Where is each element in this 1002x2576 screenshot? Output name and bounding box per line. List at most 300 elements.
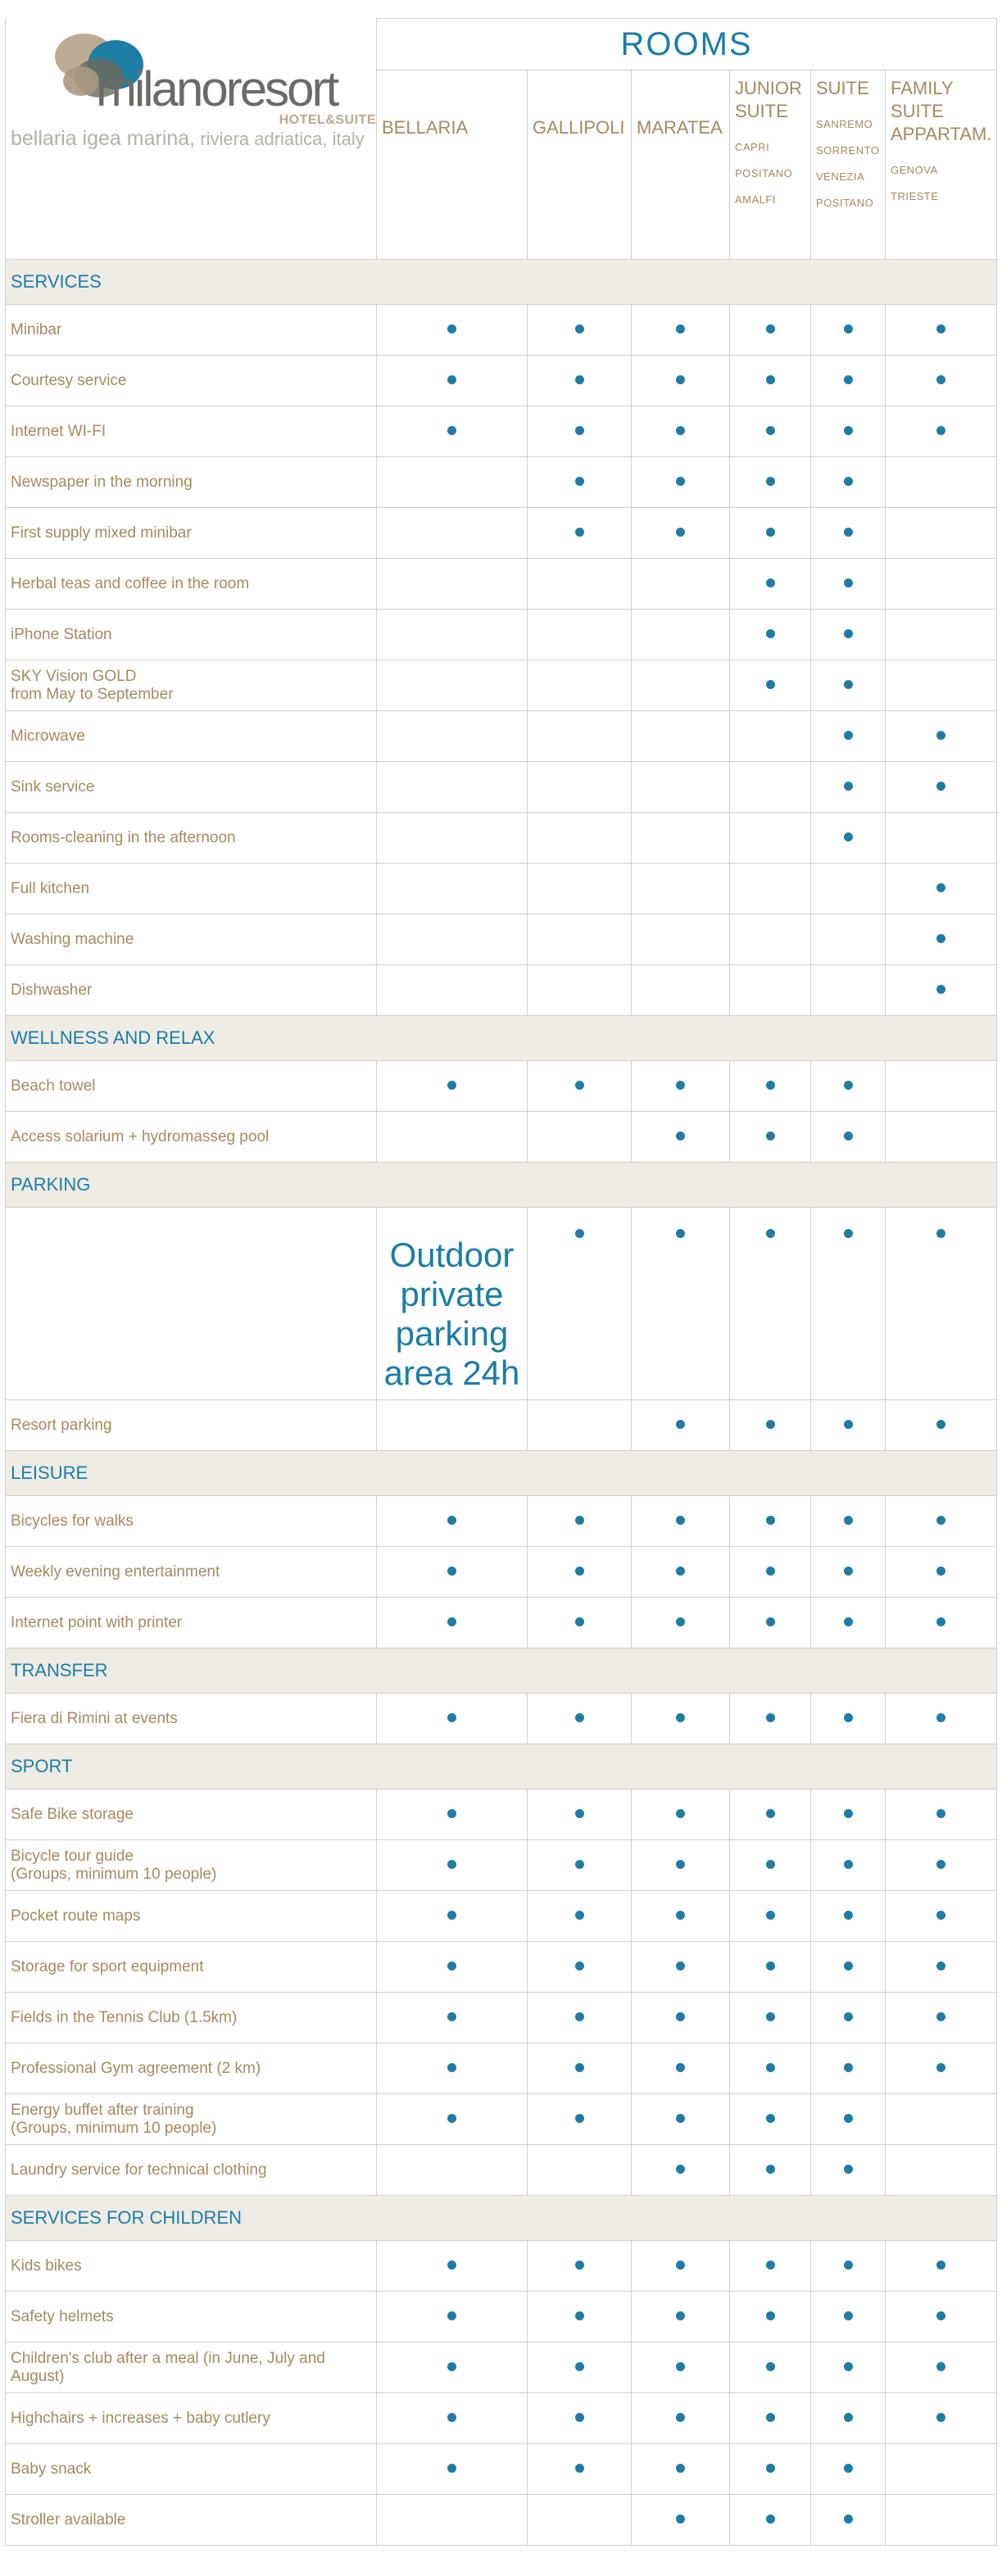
available-dot-icon [676,1229,685,1238]
feature-row [6,813,997,864]
availability-cell [377,914,528,965]
availability-cell [886,2342,997,2393]
availability-cell [632,1547,730,1598]
availability-cell [377,965,528,1016]
availability-cell [811,762,886,813]
availability-cell [632,2094,730,2145]
available-dot-icon [575,2413,584,2422]
availability-cell [811,1061,886,1112]
availability-cell [377,2292,528,2342]
availability-cell [730,457,811,508]
availability-cell [811,356,886,406]
availability-cell [377,1891,528,1942]
feature-row [6,1789,997,1840]
available-dot-icon [766,426,775,435]
feature-row [6,1496,997,1547]
availability-cell [632,914,730,965]
section-header [6,2196,997,2241]
feature-label: Washing machine [6,914,377,965]
available-dot-icon [844,2311,853,2320]
availability-cell [528,762,632,813]
availability-cell [811,1993,886,2043]
availability-cell [632,864,730,914]
availability-cell [632,660,730,711]
available-dot-icon [575,2464,584,2473]
outdoor-parking-note [377,1208,528,1400]
room-name: GALLIPOLI [533,117,625,138]
availability-cell [886,305,997,356]
feature-row [6,1061,997,1112]
available-dot-icon [575,324,584,333]
subroom-list [735,134,805,213]
available-dot-icon [676,2114,685,2123]
feature-label: Dishwasher [6,965,377,1016]
availability-cell [886,864,997,914]
available-dot-icon [766,2362,775,2371]
available-dot-icon [766,2063,775,2072]
available-dot-icon [766,1961,775,1971]
available-dot-icon [766,2311,775,2320]
feature-label: Energy buffet after training (Groups, minimum 10 people) [6,2094,377,2145]
feature-label: Storage for sport equipment [6,1942,377,1993]
available-dot-icon [676,528,685,537]
available-dot-icon [936,883,945,892]
available-dot-icon [766,1132,775,1141]
available-dot-icon [936,1809,945,1818]
feature-row [6,1840,997,1891]
room-column-junior [730,70,811,260]
availability-cell [811,813,886,864]
available-dot-icon [676,375,685,384]
available-dot-icon [936,1617,945,1626]
available-dot-icon [936,2012,945,2021]
availability-cell [528,1208,632,1400]
available-dot-icon [676,1132,685,1141]
availability-cell [886,2145,997,2196]
availability-cell [811,864,886,914]
available-dot-icon [766,1567,775,1576]
availability-cell [886,2241,997,2292]
section-header [6,1016,997,1061]
available-dot-icon [447,375,456,384]
availability-cell [886,406,997,457]
available-dot-icon [844,2114,853,2123]
feature-row [6,914,997,965]
available-dot-icon [676,2261,685,2270]
feature-row [6,1208,997,1400]
available-dot-icon [676,477,685,486]
availability-cell [886,1208,997,1400]
available-dot-icon [936,2311,945,2320]
section-title: PARKING [6,1163,997,1208]
available-dot-icon [447,2114,456,2123]
availability-cell [632,1942,730,1993]
section-title: LEISURE [6,1451,997,1496]
available-dot-icon [676,2362,685,2371]
availability-cell [632,2241,730,2292]
availability-cell [886,1993,997,2043]
availability-cell [811,2241,886,2292]
availability-cell [528,356,632,406]
subroom-name: SANREMO [816,118,873,130]
availability-cell [632,1400,730,1451]
available-dot-icon [936,1420,945,1429]
available-dot-icon [766,2413,775,2422]
availability-cell [886,2495,997,2546]
availability-cell [632,1789,730,1840]
availability-cell [730,965,811,1016]
room-name: MARATEA [637,117,723,138]
feature-row [6,559,997,610]
availability-cell [377,356,528,406]
availability-cell [632,813,730,864]
feature-label: Microwave [6,711,377,762]
available-dot-icon [447,1809,456,1818]
available-dot-icon [766,1809,775,1818]
availability-cell [730,1694,811,1744]
available-dot-icon [447,1516,456,1525]
tagline [11,127,365,151]
availability-cell [377,711,528,762]
available-dot-icon [575,1809,584,1818]
availability-cell [528,2094,632,2145]
available-dot-icon [447,1860,456,1869]
availability-cell [730,1061,811,1112]
availability-cell [730,508,811,559]
room-column-bellaria [377,70,528,260]
available-dot-icon [844,2413,853,2422]
available-dot-icon [447,426,456,435]
availability-cell [377,813,528,864]
availability-cell [811,2145,886,2196]
availability-cell [886,1496,997,1547]
room-column-family [886,70,997,260]
feature-row [6,305,997,356]
brand-sub: HOTEL&SUITE [279,113,376,127]
available-dot-icon [936,782,945,791]
available-dot-icon [766,375,775,384]
feature-row [6,2495,997,2546]
available-dot-icon [766,1713,775,1722]
availability-cell [811,711,886,762]
available-dot-icon [936,1961,945,1971]
available-dot-icon [844,2362,853,2371]
availability-cell [377,2393,528,2444]
availability-cell [377,1942,528,1993]
availability-cell [886,914,997,965]
availability-cell [730,2444,811,2495]
subroom-name: SORRENTO [816,144,880,156]
availability-cell [632,2444,730,2495]
feature-label [6,1208,377,1400]
availability-cell [730,305,811,356]
section-title: SERVICES FOR CHILDREN [6,2196,997,2241]
availability-cell [377,559,528,610]
available-dot-icon [575,477,584,486]
available-dot-icon [936,1860,945,1869]
feature-label: Kids bikes [6,2241,377,2292]
available-dot-icon [676,1860,685,1869]
available-dot-icon [447,2261,456,2270]
availability-cell [632,1840,730,1891]
availability-cell [632,356,730,406]
availability-cell [811,2393,886,2444]
availability-cell [528,1547,632,1598]
available-dot-icon [575,1713,584,1722]
availability-cell [377,1547,528,1598]
feature-label: Bicycles for walks [6,1496,377,1547]
availability-cell [886,813,997,864]
available-dot-icon [575,1516,584,1525]
feature-label: Beach towel [6,1061,377,1112]
feature-label: Stroller available [6,2495,377,2546]
available-dot-icon [844,1420,853,1429]
available-dot-icon [936,1567,945,1576]
availability-cell [730,2393,811,2444]
feature-row [6,2393,997,2444]
available-dot-icon [766,1229,775,1238]
available-dot-icon [676,2063,685,2072]
subroom-name: VENEZIA [816,170,865,183]
available-dot-icon [447,2012,456,2021]
availability-cell [632,305,730,356]
available-dot-icon [447,324,456,333]
availability-cell [811,1942,886,1993]
feature-row [6,711,997,762]
availability-cell [377,1496,528,1547]
availability-cell [811,914,886,965]
available-dot-icon [936,426,945,435]
availability-cell [377,610,528,660]
logo-box [6,0,376,207]
rooms-comparison [5,18,996,2546]
availability-cell [730,1496,811,1547]
availability-cell [377,457,528,508]
available-dot-icon [766,2464,775,2473]
feature-label: Internet point with printer [6,1598,377,1649]
availability-cell [811,1891,886,1942]
available-dot-icon [766,477,775,486]
available-dot-icon [676,2165,685,2174]
availability-cell [811,559,886,610]
available-dot-icon [447,2063,456,2072]
feature-row [6,1891,997,1942]
feature-row [6,2241,997,2292]
availability-cell [377,1061,528,1112]
subroom-name: POSITANO [816,197,874,209]
availability-cell [528,1496,632,1547]
availability-cell [730,1942,811,1993]
availability-cell [528,305,632,356]
availability-cell [730,2145,811,2196]
available-dot-icon [844,426,853,435]
availability-cell [730,2241,811,2292]
availability-cell [528,1840,632,1891]
available-dot-icon [936,2261,945,2270]
available-dot-icon [575,1617,584,1626]
available-dot-icon [676,1617,685,1626]
feature-row [6,1993,997,2043]
feature-row [6,1694,997,1744]
feature-label: Baby snack [6,2444,377,2495]
logo-cell [6,19,377,260]
availability-cell [886,2094,997,2145]
available-dot-icon [844,782,853,791]
availability-cell [632,559,730,610]
available-dot-icon [676,1081,685,1090]
feature-label: Resort parking [6,1400,377,1451]
feature-row [6,1112,997,1163]
availability-cell [886,356,997,406]
feature-row [6,660,997,711]
availability-cell [632,2145,730,2196]
availability-cell [528,406,632,457]
availability-cell [632,1891,730,1942]
available-dot-icon [844,629,853,638]
availability-cell [377,2444,528,2495]
availability-cell [886,1547,997,1598]
availability-cell [811,1598,886,1649]
feature-label: Internet WI-FI [6,406,377,457]
available-dot-icon [844,2165,853,2174]
feature-label: Rooms-cleaning in the afternoon [6,813,377,864]
availability-cell [811,305,886,356]
available-dot-icon [575,2012,584,2021]
available-dot-icon [676,2515,685,2524]
availability-cell [730,1993,811,2043]
available-dot-icon [844,1516,853,1525]
feature-row [6,762,997,813]
subroom-list [891,157,991,210]
outdoor-parking-text: Outdoor private parking area 24h [383,1236,520,1392]
available-dot-icon [844,1911,853,1920]
available-dot-icon [676,1516,685,1525]
available-dot-icon [766,2012,775,2021]
section-header [6,1451,997,1496]
available-dot-icon [844,2012,853,2021]
available-dot-icon [575,375,584,384]
available-dot-icon [447,1567,456,1576]
availability-cell [886,1789,997,1840]
availability-cell [528,1993,632,2043]
availability-cell [528,610,632,660]
available-dot-icon [844,2261,853,2270]
available-dot-icon [447,2464,456,2473]
availability-cell [811,1694,886,1744]
availability-cell [528,2342,632,2393]
availability-cell [528,660,632,711]
feature-row [6,2043,997,2094]
availability-cell [528,457,632,508]
availability-cell [730,1547,811,1598]
available-dot-icon [575,1911,584,1920]
available-dot-icon [766,680,775,689]
availability-cell [528,2043,632,2094]
available-dot-icon [447,2362,456,2371]
availability-cell [377,2342,528,2393]
available-dot-icon [844,1617,853,1626]
availability-cell [528,2444,632,2495]
available-dot-icon [844,1567,853,1576]
availability-cell [528,559,632,610]
availability-cell [632,1061,730,1112]
availability-cell [811,2094,886,2145]
feature-label: Newspaper in the morning [6,457,377,508]
availability-cell [811,965,886,1016]
available-dot-icon [766,1617,775,1626]
available-dot-icon [844,2063,853,2072]
availability-cell [730,1598,811,1649]
availability-cell [886,2444,997,2495]
availability-cell [632,762,730,813]
availability-cell [377,1112,528,1163]
availability-cell [528,965,632,1016]
available-dot-icon [936,1516,945,1525]
availability-cell [528,914,632,965]
availability-cell [730,1400,811,1451]
availability-cell [528,864,632,914]
available-dot-icon [575,2362,584,2371]
availability-cell [528,2241,632,2292]
availability-cell [377,2043,528,2094]
feature-row [6,508,997,559]
section-header [6,1649,997,1694]
availability-cell [528,1942,632,1993]
availability-cell [886,711,997,762]
subroom-name: POSITANO [735,167,793,179]
availability-cell [377,1840,528,1891]
available-dot-icon [575,1567,584,1576]
availability-cell [811,1400,886,1451]
feature-row [6,1547,997,1598]
availability-cell [811,660,886,711]
available-dot-icon [575,1961,584,1971]
available-dot-icon [936,1911,945,1920]
availability-cell [632,1208,730,1400]
availability-cell [886,2043,997,2094]
available-dot-icon [844,1081,853,1090]
feature-label: Laundry service for technical clothing [6,2145,377,2196]
available-dot-icon [936,985,945,994]
feature-label: Fiera di Rimini at events [6,1694,377,1744]
feature-label: Bicycle tour guide (Groups, minimum 10 people) [6,1840,377,1891]
availability-cell [377,305,528,356]
availability-cell [377,1400,528,1451]
availability-cell [811,1208,886,1400]
feature-label: iPhone Station [6,610,377,660]
availability-cell [886,2393,997,2444]
available-dot-icon [676,2311,685,2320]
availability-cell [886,1400,997,1451]
feature-label: First supply mixed minibar [6,508,377,559]
availability-cell [730,2342,811,2393]
subroom-name: CAPRI [735,141,770,153]
availability-cell [730,2094,811,2145]
available-dot-icon [936,2362,945,2371]
available-dot-icon [844,1809,853,1818]
subroom-name: AMALFI [735,193,776,206]
section-header [6,1163,997,1208]
available-dot-icon [766,1911,775,1920]
subroom-name: GENOVA [891,164,938,176]
available-dot-icon [676,1713,685,1722]
availability-cell [886,1598,997,1649]
availability-cell [811,1789,886,1840]
section-title: SPORT [6,1744,997,1789]
availability-cell [730,2495,811,2546]
availability-cell [632,1993,730,2043]
availability-cell [632,457,730,508]
